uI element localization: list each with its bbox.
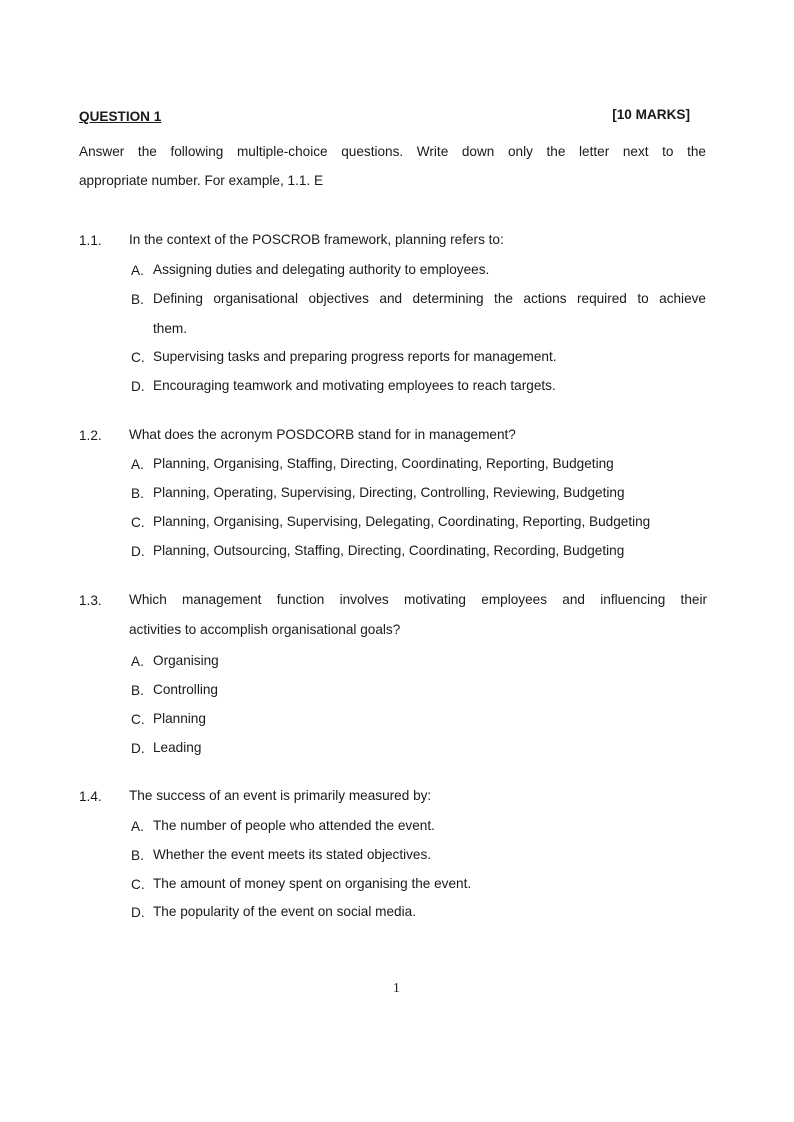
page-number: 1	[393, 980, 400, 995]
option-text: Supervising tasks and preparing progress reports for management.	[153, 349, 557, 364]
option-text: Leading	[153, 740, 202, 755]
question-text: Which management function involves motivating employees and influencing their	[129, 592, 707, 607]
option-text-continued: them.	[153, 321, 187, 336]
option-letter: C.	[131, 515, 145, 530]
option-text: The amount of money spent on organising the event.	[153, 876, 472, 891]
option-text: Defining organisational objectives and determining the actions required to achieve	[153, 291, 706, 306]
question-number: 1.3.	[79, 593, 102, 608]
option-text: Planning, Operating, Supervising, Directing, Controlling, Reviewing, Budgeting	[153, 485, 625, 500]
question-text: In the context of the POSCROB framework, planning refers to:	[129, 232, 504, 247]
option-letter: C.	[131, 350, 145, 365]
option-letter: B.	[131, 683, 144, 698]
option-letter: D.	[131, 905, 145, 920]
option-text: The popularity of the event on social media.	[153, 904, 416, 919]
option-letter: A.	[131, 654, 144, 669]
instructions-line-1: Answer the following multiple-choice questions. Write down only the letter next to the	[79, 144, 706, 159]
question-number: 1.2.	[79, 428, 102, 443]
option-letter: A.	[131, 819, 144, 834]
option-text: Assigning duties and delegating authority to employees.	[153, 262, 490, 277]
option-text: Planning, Outsourcing, Staffing, Directing, Coordinating, Recording, Budgeting	[153, 543, 625, 558]
question-text: What does the acronym POSDCORB stand for in management?	[129, 427, 516, 442]
option-letter: A.	[131, 457, 144, 472]
question-number: 1.4.	[79, 789, 102, 804]
question-text: The success of an event is primarily measured by:	[129, 788, 432, 803]
option-text: The number of people who attended the event.	[153, 818, 435, 833]
option-letter: B.	[131, 486, 144, 501]
option-letter: C.	[131, 877, 145, 892]
option-text: Planning, Organising, Staffing, Directing, Coordinating, Reporting, Budgeting	[153, 456, 614, 471]
option-text: Controlling	[153, 682, 218, 697]
option-text: Encouraging teamwork and motivating employees to reach targets.	[153, 378, 556, 393]
option-letter: D.	[131, 379, 145, 394]
option-text: Planning	[153, 711, 206, 726]
question-text-continued: activities to accomplish organisational goals?	[129, 622, 401, 637]
option-text: Whether the event meets its stated objectives.	[153, 847, 432, 862]
option-letter: A.	[131, 263, 144, 278]
option-text: Planning, Organising, Supervising, Delegating, Coordinating, Reporting, Budgeting	[153, 514, 651, 529]
option-letter: B.	[131, 848, 144, 863]
question-title: QUESTION 1	[79, 109, 162, 124]
question-number: 1.1.	[79, 233, 102, 248]
option-letter: D.	[131, 741, 145, 756]
option-text: Organising	[153, 653, 219, 668]
option-letter: D.	[131, 544, 145, 559]
marks-label: [10 MARKS]	[612, 107, 690, 122]
instructions-line-2: appropriate number. For example, 1.1. E	[79, 173, 324, 188]
option-letter: B.	[131, 292, 144, 307]
option-letter: C.	[131, 712, 145, 727]
